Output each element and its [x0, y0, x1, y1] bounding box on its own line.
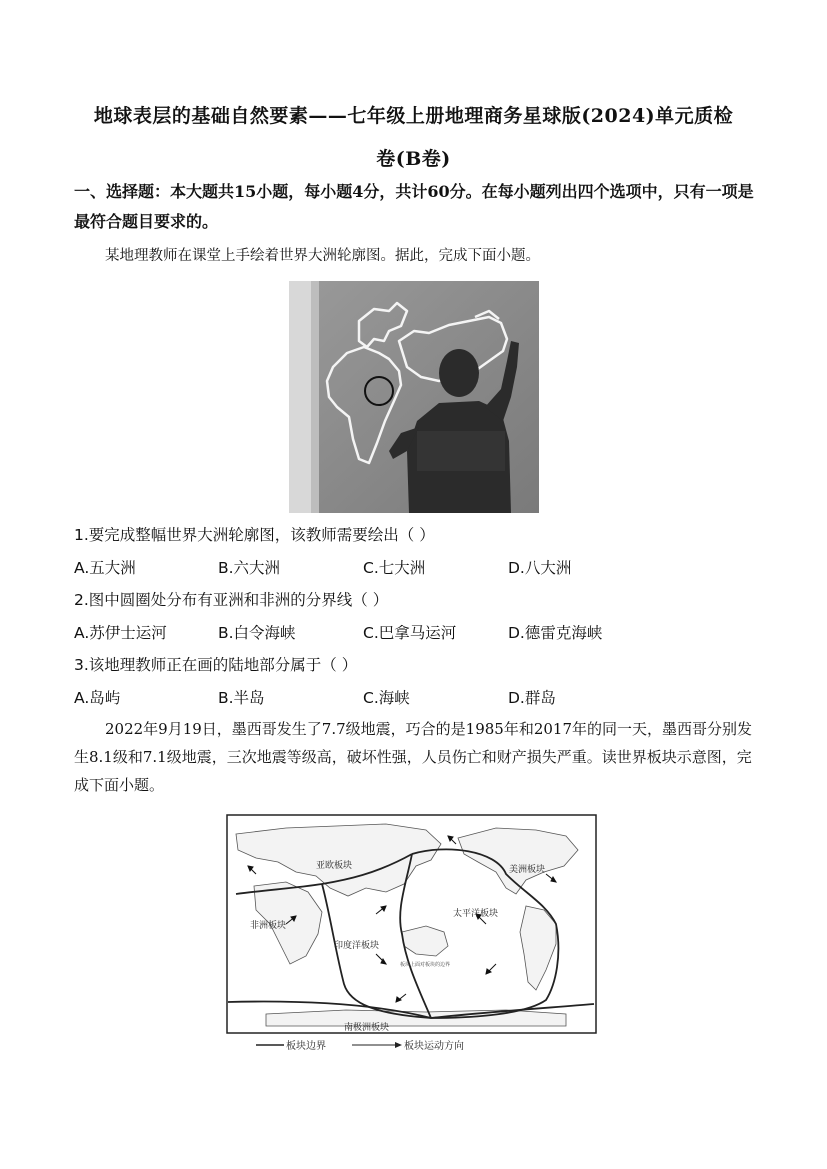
plate-label-eurasian: 亚欧板块 [316, 861, 353, 871]
plate-label-african: 非洲板块 [250, 921, 287, 931]
q3-option-b[interactable]: B.半岛 [218, 689, 265, 707]
q3-option-c[interactable]: C.海峡 [363, 689, 410, 707]
q1-option-c[interactable]: C.七大洲 [363, 559, 426, 577]
q3-option-a[interactable]: A.岛屿 [74, 689, 121, 707]
q1-option-b[interactable]: B.六大洲 [218, 559, 281, 577]
intro-paragraph-2: 2022年9月19日，墨西哥发生了7.7级地震，巧合的是1985年和2017年的同一天，墨西哥分别发生8.1级和7.1级地震，三次地震等级高，破坏性强，人员伤亡和财产损失严重。读世界板块示意图，完成下面小题。 [74, 720, 753, 794]
q1-option-d[interactable]: D.八大洲 [508, 559, 572, 577]
question-2: 2.图中圆圈处分布有亚洲和非洲的分界线（ ） [74, 591, 389, 609]
q1-option-a[interactable]: A.五大洲 [74, 559, 136, 577]
document-title-line2: 卷(B卷) [376, 148, 451, 170]
intro-paragraph-1: 某地理教师在课堂上手绘着世界大洲轮廓图。据此，完成下面小题。 [105, 248, 540, 264]
plate-small-label: 板块上面对板块的边界 [400, 962, 451, 968]
q2-option-a[interactable]: A.苏伊士运河 [74, 624, 167, 642]
legend-direction: 板块运动方向 [404, 1041, 464, 1052]
world-plate-map [226, 814, 597, 1054]
plate-label-indian: 印度洋板块 [334, 941, 380, 951]
q2-option-d[interactable]: D.德雷克海峡 [508, 624, 603, 642]
question-1: 1.要完成整幅世界大洲轮廓图，该教师需要绘出（ ） [74, 526, 435, 544]
q3-option-d[interactable]: D.群岛 [508, 689, 556, 707]
section-heading: 一、选择题：本大题共15小题，每小题4分，共计60分。在每小题列出四个选项中，只有一项是最符合题目要求的。 [74, 182, 754, 231]
teacher-drawing-photo [289, 281, 539, 513]
legend-boundary: 板块边界 [286, 1041, 326, 1052]
plate-label-antarctic: 南极洲板块 [344, 1023, 390, 1033]
plate-label-american: 美洲板块 [509, 865, 546, 875]
plate-label-pacific: 太平洋板块 [453, 909, 499, 919]
q2-option-c[interactable]: C.巴拿马运河 [363, 624, 457, 642]
document-title-line1: 地球表层的基础自然要素——七年级上册地理商务星球版(2024)单元质检 [93, 105, 734, 127]
q2-option-b[interactable]: B.白令海峡 [218, 624, 296, 642]
question-3: 3.该地理教师正在画的陆地部分属于（ ） [74, 656, 358, 674]
